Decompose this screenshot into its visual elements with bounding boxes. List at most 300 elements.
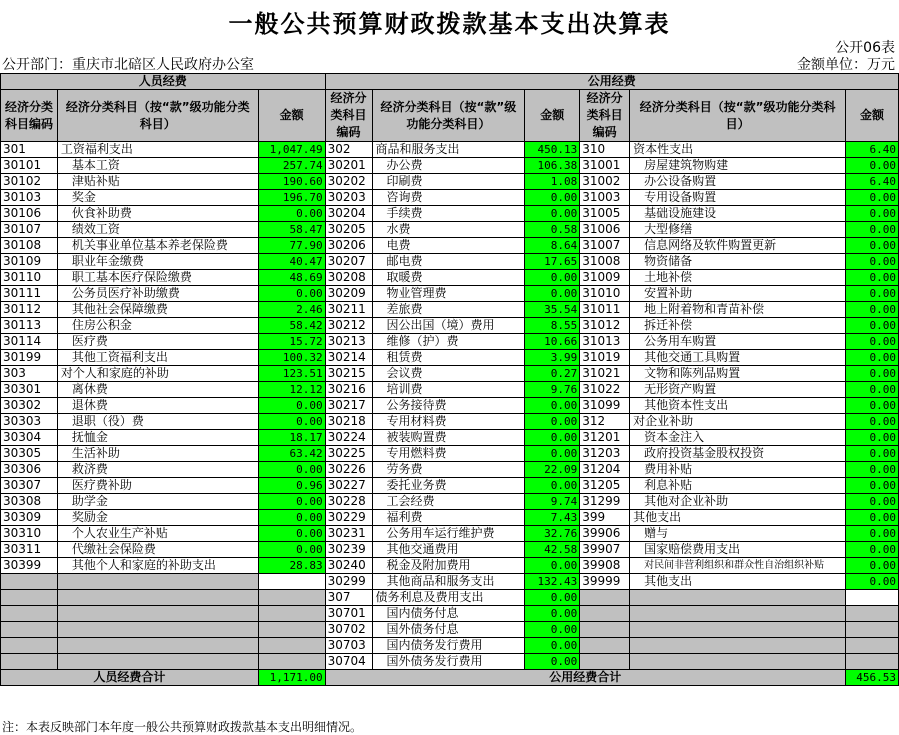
item-name: 奖励金 — [57, 510, 258, 526]
item-code: 30304 — [1, 430, 58, 446]
item-amount: 0.00 — [846, 206, 899, 222]
item-code: 31201 — [580, 430, 630, 446]
item-code: 30214 — [325, 350, 372, 366]
table-row — [1, 318, 899, 334]
item-amount: 450.13 — [525, 142, 580, 158]
item-name: 救济费 — [57, 462, 258, 478]
empty-cell — [846, 654, 899, 670]
item-name: 专用燃料费 — [372, 446, 525, 462]
item-amount: 9.76 — [525, 382, 580, 398]
item-amount: 0.00 — [846, 526, 899, 542]
empty-cell — [1, 654, 58, 670]
item-amount: 18.17 — [258, 430, 325, 446]
table-row — [1, 414, 899, 430]
item-amount: 35.54 — [525, 302, 580, 318]
item-code: 30302 — [1, 398, 58, 414]
item-amount: 123.51 — [258, 366, 325, 382]
item-amount: 132.43 — [525, 574, 580, 590]
col-header-name: 经济分类科目（按“款”级功能分类科目） — [630, 90, 846, 142]
empty-cell — [580, 590, 630, 606]
item-amount: 0.00 — [846, 318, 899, 334]
table-row — [1, 478, 899, 494]
item-name: 工会经费 — [372, 494, 525, 510]
personnel-group-header: 人员经费 — [1, 74, 326, 90]
item-name: 国内债务付息 — [372, 606, 525, 622]
empty-cell — [258, 590, 325, 606]
department-label: 公开部门：重庆市北碚区人民政府办公室 — [2, 57, 254, 73]
item-amount: 106.38 — [525, 158, 580, 174]
empty-cell — [630, 654, 846, 670]
item-amount: 100.32 — [258, 350, 325, 366]
item-code: 310 — [580, 142, 630, 158]
item-name: 被装购置费 — [372, 430, 525, 446]
table-row — [1, 174, 899, 190]
col-header-code: 经济分类科目编码 — [1, 90, 58, 142]
table-row — [1, 622, 899, 638]
item-name: 公务用车购置 — [630, 334, 846, 350]
item-code: 31008 — [580, 254, 630, 270]
item-name: 租赁费 — [372, 350, 525, 366]
item-name: 其他工资福利支出 — [57, 350, 258, 366]
item-name: 其他对企业补助 — [630, 494, 846, 510]
table-row — [1, 558, 899, 574]
item-code: 399 — [580, 510, 630, 526]
item-code: 31010 — [580, 286, 630, 302]
item-code: 30227 — [325, 478, 372, 494]
item-code: 30101 — [1, 158, 58, 174]
col-header-amount: 金额 — [846, 90, 899, 142]
item-name: 国内债务发行费用 — [372, 638, 525, 654]
empty-cell — [630, 638, 846, 654]
item-amount: 40.47 — [258, 254, 325, 270]
item-name: 对个人和家庭的补助 — [57, 366, 258, 382]
item-name: 其他资本性支出 — [630, 398, 846, 414]
item-code: 31099 — [580, 398, 630, 414]
item-amount: 48.69 — [258, 270, 325, 286]
item-code: 30310 — [1, 526, 58, 542]
item-amount: 0.00 — [846, 254, 899, 270]
item-amount: 6.40 — [846, 174, 899, 190]
item-amount: 0.00 — [846, 542, 899, 558]
table-row — [1, 510, 899, 526]
item-amount: 1,047.49 — [258, 142, 325, 158]
item-amount: 0.00 — [846, 430, 899, 446]
item-amount: 0.00 — [525, 638, 580, 654]
item-amount: 0.00 — [525, 590, 580, 606]
item-code: 30208 — [325, 270, 372, 286]
item-code: 30209 — [325, 286, 372, 302]
item-name: 其他支出 — [630, 510, 846, 526]
item-code: 30702 — [325, 622, 372, 638]
item-code: 30224 — [325, 430, 372, 446]
item-code: 307 — [325, 590, 372, 606]
item-name: 其他社会保障缴费 — [57, 302, 258, 318]
item-amount: 0.00 — [846, 302, 899, 318]
item-name: 印刷费 — [372, 174, 525, 190]
item-name: 资本性支出 — [630, 142, 846, 158]
item-code: 30216 — [325, 382, 372, 398]
item-amount: 0.00 — [846, 510, 899, 526]
footnote: 注：本表反映部门本年度一般公共预算财政拨款基本支出明细情况。 — [2, 720, 363, 734]
item-amount: 0.00 — [525, 478, 580, 494]
item-amount: 0.96 — [258, 478, 325, 494]
item-code: 30309 — [1, 510, 58, 526]
item-name: 职业年金缴费 — [57, 254, 258, 270]
item-amount: 15.72 — [258, 334, 325, 350]
item-name: 其他个人和家庭的补助支出 — [57, 558, 258, 574]
item-amount: 0.00 — [258, 414, 325, 430]
item-name: 地上附着物和青苗补偿 — [630, 302, 846, 318]
item-code: 30207 — [325, 254, 372, 270]
item-name: 商品和服务支出 — [372, 142, 525, 158]
item-code: 30306 — [1, 462, 58, 478]
col-header-name: 经济分类科目（按“款”级功能分类科目） — [372, 90, 525, 142]
item-amount: 10.66 — [525, 334, 580, 350]
empty-cell — [57, 590, 258, 606]
table-row — [1, 606, 899, 622]
item-name: 福利费 — [372, 510, 525, 526]
item-amount: 0.00 — [846, 382, 899, 398]
table-row — [1, 526, 899, 542]
item-code: 30225 — [325, 446, 372, 462]
item-amount: 0.00 — [846, 398, 899, 414]
item-name: 退职（役）费 — [57, 414, 258, 430]
item-amount: 22.09 — [525, 462, 580, 478]
item-name: 资本金注入 — [630, 430, 846, 446]
item-amount: 0.00 — [846, 286, 899, 302]
item-amount: 0.00 — [258, 526, 325, 542]
public-group-header: 公用经费 — [325, 74, 898, 90]
item-name: 债务利息及费用支出 — [372, 590, 525, 606]
item-name: 物业管理费 — [372, 286, 525, 302]
public-total-label: 公用经费合计 — [325, 670, 845, 686]
item-code: 30102 — [1, 174, 58, 190]
table-row — [1, 590, 899, 606]
item-name: 医疗费补助 — [57, 478, 258, 494]
item-amount: 7.43 — [525, 510, 580, 526]
item-code: 31011 — [580, 302, 630, 318]
item-name: 邮电费 — [372, 254, 525, 270]
item-amount: 8.64 — [525, 238, 580, 254]
item-name: 无形资产购置 — [630, 382, 846, 398]
table-row — [1, 270, 899, 286]
table-row — [1, 574, 899, 590]
table-row — [1, 638, 899, 654]
item-amount: 196.70 — [258, 190, 325, 206]
item-name: 职工基本医疗保险缴费 — [57, 270, 258, 286]
item-code: 31003 — [580, 190, 630, 206]
item-code: 31006 — [580, 222, 630, 238]
item-amount: 32.76 — [525, 526, 580, 542]
item-code: 39908 — [580, 558, 630, 574]
item-name: 手续费 — [372, 206, 525, 222]
item-amount: 0.00 — [258, 398, 325, 414]
item-code: 30205 — [325, 222, 372, 238]
item-code: 30305 — [1, 446, 58, 462]
col-header-name: 经济分类科目（按“款”级功能分类科目） — [57, 90, 258, 142]
item-name: 抚恤金 — [57, 430, 258, 446]
table-row — [1, 206, 899, 222]
item-name: 办公费 — [372, 158, 525, 174]
item-name: 专用设备购置 — [630, 190, 846, 206]
empty-cell — [258, 638, 325, 654]
item-name: 差旅费 — [372, 302, 525, 318]
item-amount: 0.00 — [525, 190, 580, 206]
item-amount: 0.00 — [846, 350, 899, 366]
empty-cell — [57, 606, 258, 622]
item-code: 30108 — [1, 238, 58, 254]
col-header-amount: 金额 — [525, 90, 580, 142]
item-amount: 190.60 — [258, 174, 325, 190]
table-row — [1, 462, 899, 478]
item-name: 劳务费 — [372, 462, 525, 478]
item-amount: 17.65 — [525, 254, 580, 270]
item-code: 30106 — [1, 206, 58, 222]
item-name: 生活补助 — [57, 446, 258, 462]
unit-label: 金额单位：万元 — [797, 57, 895, 73]
item-amount: 0.00 — [846, 190, 899, 206]
item-name: 委托业务费 — [372, 478, 525, 494]
item-amount: 0.00 — [525, 398, 580, 414]
item-code: 31012 — [580, 318, 630, 334]
item-code: 30217 — [325, 398, 372, 414]
form-number: 公开06表 — [835, 40, 895, 56]
item-name: 住房公积金 — [57, 318, 258, 334]
item-amount: 9.74 — [525, 494, 580, 510]
empty-cell — [57, 638, 258, 654]
item-name: 办公设备购置 — [630, 174, 846, 190]
table-row — [1, 398, 899, 414]
table-row — [1, 238, 899, 254]
item-code: 31001 — [580, 158, 630, 174]
item-name: 奖金 — [57, 190, 258, 206]
empty-cell — [258, 654, 325, 670]
item-code: 30213 — [325, 334, 372, 350]
table-row — [1, 382, 899, 398]
item-name: 大型修缮 — [630, 222, 846, 238]
item-code: 30399 — [1, 558, 58, 574]
item-name: 国外债务付息 — [372, 622, 525, 638]
empty-cell — [57, 574, 258, 590]
item-code: 30109 — [1, 254, 58, 270]
empty-cell — [630, 590, 846, 606]
item-amount: 0.00 — [258, 494, 325, 510]
item-code: 30228 — [325, 494, 372, 510]
item-code: 30704 — [325, 654, 372, 670]
item-name: 津贴补贴 — [57, 174, 258, 190]
item-amount: 0.00 — [258, 206, 325, 222]
item-amount: 28.83 — [258, 558, 325, 574]
item-code: 30110 — [1, 270, 58, 286]
item-name: 公务员医疗补助缴费 — [57, 286, 258, 302]
item-amount: 0.00 — [846, 366, 899, 382]
item-code: 30240 — [325, 558, 372, 574]
item-code: 30231 — [325, 526, 372, 542]
item-code: 31007 — [580, 238, 630, 254]
item-amount: 2.46 — [258, 302, 325, 318]
item-code: 30308 — [1, 494, 58, 510]
item-amount: 3.99 — [525, 350, 580, 366]
item-amount: 8.55 — [525, 318, 580, 334]
item-name: 公务用车运行维护费 — [372, 526, 525, 542]
item-name: 基础设施建设 — [630, 206, 846, 222]
table-row — [1, 142, 899, 158]
item-code: 30212 — [325, 318, 372, 334]
item-amount: 58.42 — [258, 318, 325, 334]
item-code: 30204 — [325, 206, 372, 222]
table-row — [1, 334, 899, 350]
empty-cell — [580, 638, 630, 654]
item-code: 30113 — [1, 318, 58, 334]
item-code: 31009 — [580, 270, 630, 286]
item-amount: 0.00 — [525, 446, 580, 462]
empty-cell — [258, 606, 325, 622]
item-amount: 0.00 — [525, 286, 580, 302]
item-amount: 0.27 — [525, 366, 580, 382]
empty-cell — [846, 638, 899, 654]
personnel-total-amount: 1,171.00 — [258, 670, 325, 686]
table-row — [1, 302, 899, 318]
item-code: 30112 — [1, 302, 58, 318]
item-name: 其他交通费用 — [372, 542, 525, 558]
item-name: 其他交通工具购置 — [630, 350, 846, 366]
item-amount: 0.00 — [258, 286, 325, 302]
item-name: 文物和陈列品购置 — [630, 366, 846, 382]
item-code: 39999 — [580, 574, 630, 590]
item-code: 30701 — [325, 606, 372, 622]
empty-cell — [1, 638, 58, 654]
item-code: 30202 — [325, 174, 372, 190]
item-name: 利息补贴 — [630, 478, 846, 494]
item-name: 信息网络及软件购置更新 — [630, 238, 846, 254]
public-total-amount: 456.53 — [846, 670, 899, 686]
empty-cell — [1, 622, 58, 638]
item-amount: 0.00 — [525, 654, 580, 670]
item-amount: 63.42 — [258, 446, 325, 462]
item-code: 302 — [325, 142, 372, 158]
item-code: 31005 — [580, 206, 630, 222]
item-name: 绩效工资 — [57, 222, 258, 238]
item-name: 维修（护）费 — [372, 334, 525, 350]
item-code: 31019 — [580, 350, 630, 366]
item-code: 31203 — [580, 446, 630, 462]
item-amount: 0.00 — [525, 558, 580, 574]
item-name: 会议费 — [372, 366, 525, 382]
table-row — [1, 366, 899, 382]
item-code: 31299 — [580, 494, 630, 510]
item-amount: 0.00 — [258, 462, 325, 478]
item-amount: 6.40 — [846, 142, 899, 158]
item-name: 国家赔偿费用支出 — [630, 542, 846, 558]
item-code: 30239 — [325, 542, 372, 558]
item-code: 30299 — [325, 574, 372, 590]
item-name: 离休费 — [57, 382, 258, 398]
item-name: 代缴社会保险费 — [57, 542, 258, 558]
item-amount: 42.58 — [525, 542, 580, 558]
item-code: 30226 — [325, 462, 372, 478]
col-header-code: 经济分类科目编码 — [325, 90, 372, 142]
item-name: 基本工资 — [57, 158, 258, 174]
item-amount: 0.00 — [525, 206, 580, 222]
item-name: 国外债务发行费用 — [372, 654, 525, 670]
item-name: 咨询费 — [372, 190, 525, 206]
item-name: 其他商品和服务支出 — [372, 574, 525, 590]
table-row — [1, 654, 899, 670]
item-amount: 0.00 — [525, 414, 580, 430]
item-code: 30206 — [325, 238, 372, 254]
empty-cell — [1, 606, 58, 622]
empty-cell — [57, 654, 258, 670]
item-name: 专用材料费 — [372, 414, 525, 430]
item-code: 39906 — [580, 526, 630, 542]
item-name: 伙食补助费 — [57, 206, 258, 222]
item-code: 31204 — [580, 462, 630, 478]
empty-cell — [580, 654, 630, 670]
item-amount: 0.00 — [846, 270, 899, 286]
table-row — [1, 158, 899, 174]
empty-cell — [1, 574, 58, 590]
empty-cell — [580, 622, 630, 638]
item-amount: 0.00 — [525, 622, 580, 638]
empty-cell — [580, 606, 630, 622]
item-name: 安置补助 — [630, 286, 846, 302]
item-name: 医疗费 — [57, 334, 258, 350]
table-row — [1, 494, 899, 510]
item-name: 因公出国（境）费用 — [372, 318, 525, 334]
item-code: 30703 — [325, 638, 372, 654]
item-amount: 257.74 — [258, 158, 325, 174]
item-code: 30229 — [325, 510, 372, 526]
item-name: 工资福利支出 — [57, 142, 258, 158]
item-code: 31021 — [580, 366, 630, 382]
item-code: 301 — [1, 142, 58, 158]
empty-cell — [258, 622, 325, 638]
empty-cell — [846, 606, 899, 622]
item-name: 房屋建筑物购建 — [630, 158, 846, 174]
item-code: 312 — [580, 414, 630, 430]
item-amount: 0.00 — [846, 558, 899, 574]
item-amount: 0.00 — [846, 222, 899, 238]
item-amount: 0.58 — [525, 222, 580, 238]
item-code: 30211 — [325, 302, 372, 318]
item-code: 30103 — [1, 190, 58, 206]
item-code: 30201 — [325, 158, 372, 174]
table-row — [1, 286, 899, 302]
item-amount: 0.00 — [258, 510, 325, 526]
item-name: 物资储备 — [630, 254, 846, 270]
empty-cell — [258, 574, 325, 590]
table-row — [1, 542, 899, 558]
table-row — [1, 350, 899, 366]
item-name: 助学金 — [57, 494, 258, 510]
item-amount: 0.00 — [846, 158, 899, 174]
col-header-code: 经济分类科目编码 — [580, 90, 630, 142]
item-amount: 0.00 — [846, 238, 899, 254]
item-amount: 0.00 — [258, 542, 325, 558]
item-amount: 0.00 — [846, 334, 899, 350]
item-name: 水费 — [372, 222, 525, 238]
item-name: 费用补贴 — [630, 462, 846, 478]
report-title: 一般公共预算财政拨款基本支出决算表 — [228, 10, 671, 38]
table-row — [1, 254, 899, 270]
item-name: 公务接待费 — [372, 398, 525, 414]
item-name: 税金及附加费用 — [372, 558, 525, 574]
table-row — [1, 430, 899, 446]
item-amount: 77.90 — [258, 238, 325, 254]
item-code: 30301 — [1, 382, 58, 398]
col-header-amount: 金额 — [258, 90, 325, 142]
item-code: 303 — [1, 366, 58, 382]
